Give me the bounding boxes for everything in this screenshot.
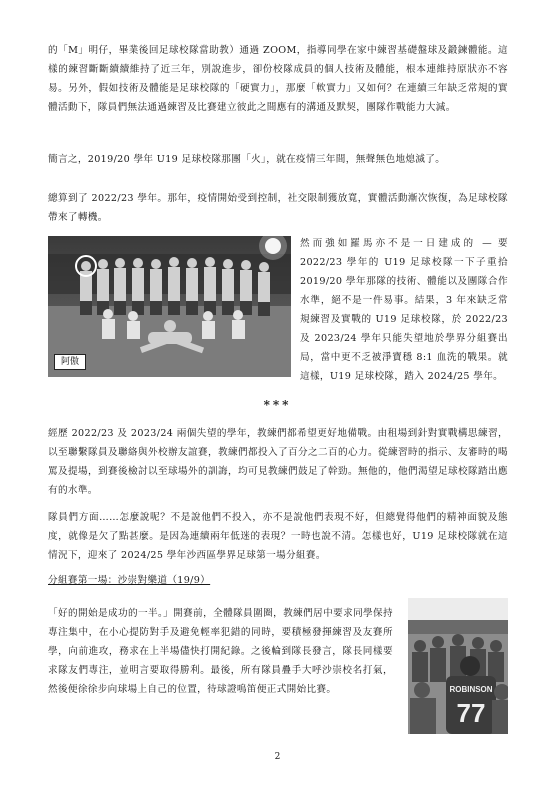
paragraph-players-attitude: 隊員們方面……怎麼說呢？不是說他們不投入，亦不是說他們表現不好，但總覺得他們的精神面貌及態度，就像是欠了點甚麼。是因為連續兩年低迷的表現？一時也說不清。怎樣也好，U19 足球校隊就在這情況下，迎來了 2024/25 學年沙西區學界足球第一場分組賽。: [48, 512, 508, 561]
paragraph-pre-match: 「好的開始是成功的一半。」開賽前，全體隊員圍圈，教練們居中要求同學保持專注集中，在小心提防對手及避免輕率犯錯的同時，要積極發揮練習及友賽所學，向前進攻，務求在上半場儘快打開紀錄。之後輪到隊長發言，隊長同樣要求隊友們專注，並明言要取得勝利。最後，所有隊員疊手大呼沙崇校名打氣，然後便徐徐步向球場上自己的位置，待球證鳴笛便正式開始比賽。: [48, 608, 393, 695]
photo-caption: 阿傲: [54, 354, 86, 370]
paragraph-coaches-effort: 經歷 2022/23 及 2023/24 兩個失望的學年，教練們都希望更好地備戰。由租場到針對實戰構思練習，以至聯繫隊員及聯絡與外校辦友誼賽，教練們都投入了百分之二百的心力。從練習時的指示、友審時的喝罵及提場，到賽後檢討以至球場外的訓誨，均可見教練們鼓足了幹勁。無他的，他們渴望足球校隊踏出應有的水準。: [48, 428, 508, 496]
huddle-photo-image: [408, 598, 508, 734]
jersey-number-text: 77: [456, 698, 486, 728]
section-divider: ***: [263, 398, 292, 412]
paragraph-zoom-training: 的「M」明仔，畢業後回足球校隊當助教）通過 ZOOM，指導同學在家中練習基礎盤球及鍛鍊體能。這樣的練習斷斷續續維持了近三年，別說進步，卻份校隊成員的個人技術及體能，根本連維持原狀亦不容易。另外，假如技術及體能是足球校隊的「硬實力」，那麼「軟實力」又如何？在連續三年缺乏常規的實體活動下，隊員們無法通過練習及比賽建立彼此之間應有的溝通及默契，團隊作戰能力大減。: [48, 45, 508, 113]
page-number: 2: [274, 752, 281, 762]
jersey-name-text: ROBINSON: [449, 685, 493, 694]
team-photo: [48, 236, 291, 377]
paragraph-summary: 簡言之，2019/20 學年 U19 足球校隊那團「火」，就在疫情三年間，無聲無色地熄滅了。: [48, 154, 446, 165]
paragraph-2022-turning-point: 總算到了 2022/23 學年。那年，疫情開始受到控制，社交限制獲放寬，實體活動漸次恢復，為足球校隊帶來了轉機。: [48, 193, 508, 223]
huddle-photo: [408, 598, 508, 734]
section-heading: 分組賽第一場：沙崇對樂道（19/9）: [48, 575, 211, 586]
paragraph-rome-not-built: 然而強如羅馬亦不是一日建成的 — 要 2022/23 學年的 U19 足球校隊一下子重拾 2019/20 學年那隊的技術、體能以及團隊合作水準，絕不是一件易事。結果，3 年來缺乏常規練習及實戰的 U19 足球校隊，於 2022/23 及 2023/24 學年只能失望地於學界分組賽出局，當中更不乏被淨寶穩 8:1 血洗的戰果。就這樣，U19 足球校隊，踏入 2024/25 學年。: [300, 238, 508, 382]
